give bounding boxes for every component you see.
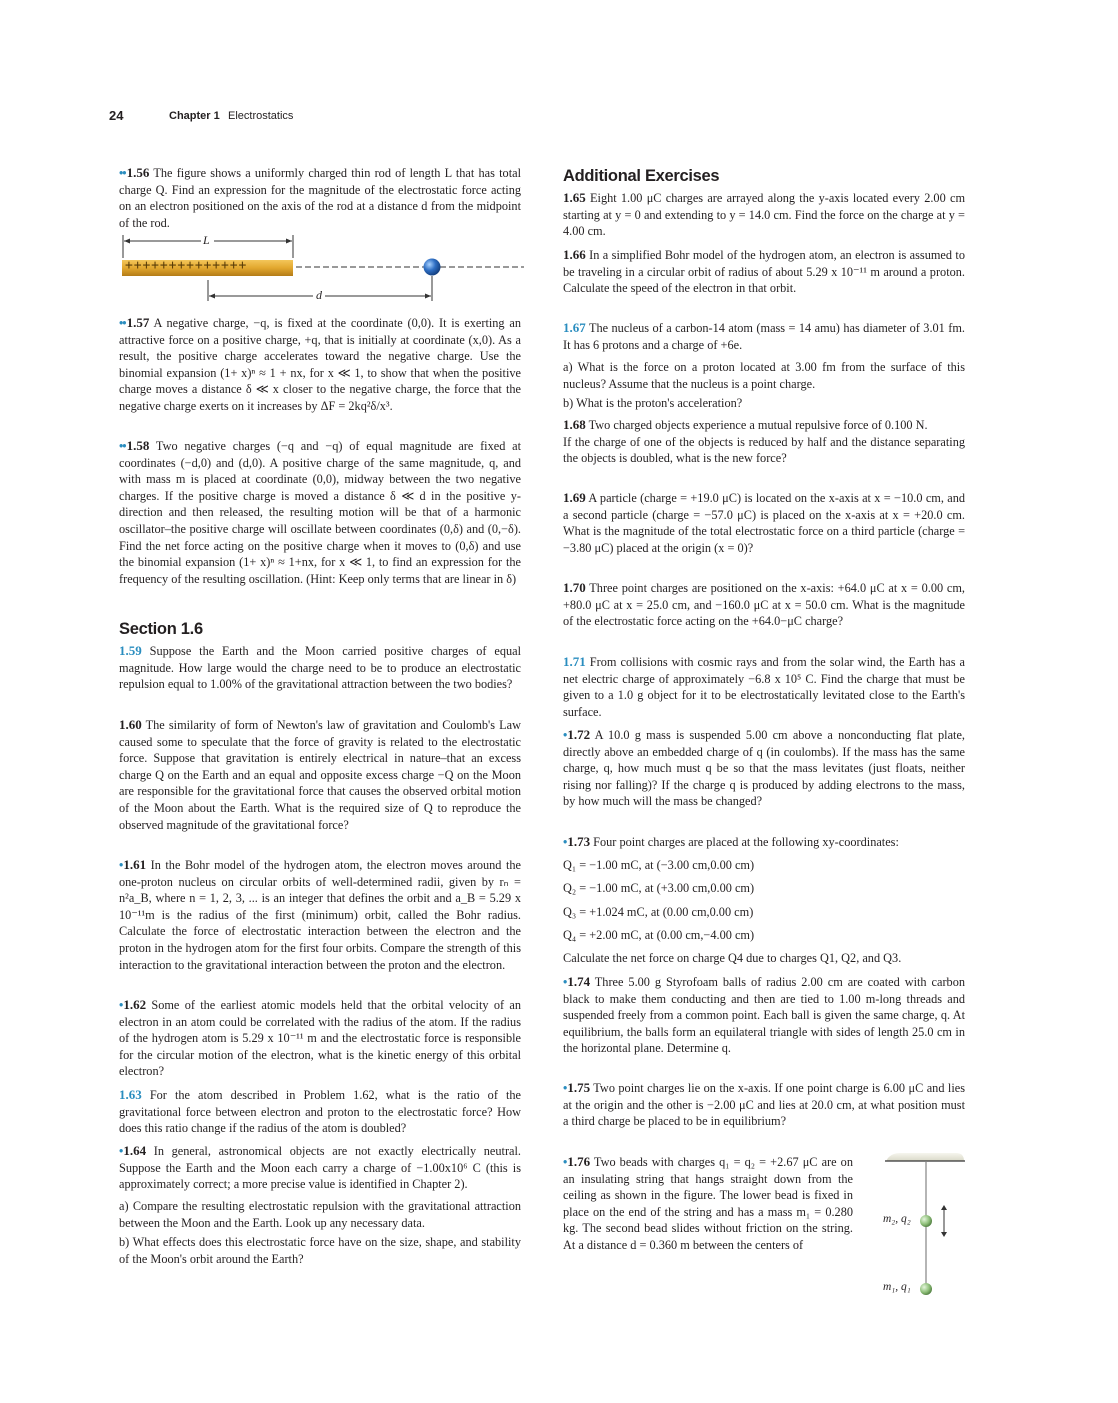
problem-text: If the charge of one of the objects is reduced by half and the distance separating the objects is doubled, what is the new force?: [563, 434, 965, 466]
rod-length-label: L: [203, 233, 210, 247]
bead-2: [920, 1215, 932, 1227]
problem-1-76: [563, 1154, 853, 1254]
problem-number: 1.74: [567, 974, 591, 989]
problem-number: 1.76: [567, 1154, 591, 1169]
problem-1-59: [119, 643, 521, 693]
section-heading: Additional Exercises: [563, 167, 720, 185]
problem-number: 1.75: [567, 1080, 591, 1095]
problem-number: 1.64: [123, 1143, 147, 1158]
problem-text: A negative charge, −q, is fixed at the coordinate (0,0). It is exerting an attractive force on a positive charge, +q, that is initially at coordinate (x,0). As a result, the positive charge accelerates toward the negative charge. Use the binomial expansion (1+ x)ⁿ ≈ 1 + nx, for x ≪ 1, to show that when the positive charge moves a distance δ ≪ x closer to the negative charge, the force that the negative charge exerts on it increases by ΔF = 2kq²δ/x³.: [119, 316, 521, 413]
problem-text: Suppose the Earth and the Moon carried positive charges of equal magnitude. How large would the charge need to be to produce an electrostatic repulsion equal to 1.00% of the gravitational attraction between the two bodies?: [119, 644, 522, 692]
problem-1-74: [563, 974, 965, 1057]
problem-text: For the atom described in Problem 1.62, what is the ratio of the gravitational force between electron and proton to the electrostatic force? How does this ratio change if the radius of the atom is doubled?: [119, 1088, 521, 1136]
charge-q1: Q₁ = −1.00 mC, at (−3.00 cm,0.00 cm): [563, 858, 755, 872]
difficulty-bullets: •: [563, 975, 567, 989]
problem-1-67-part-b: b) What is the proton's acceleration?: [563, 396, 743, 410]
problem-number: 1.70: [563, 580, 586, 595]
problem-number: 1.68: [563, 417, 586, 432]
problem-text: Four point charges are placed at the following xy-coordinates:: [593, 835, 899, 849]
problem-text: Two negative charges (−q and −q) of equal magnitude are fixed at coordinates (−d,0) and (d,0). A positive charge of the same magnitude, q, and with mass m is placed at coordinate (0,0), midway between the two negative charges. If the positive charge is moved a distance δ ≪ d in the positive y-direction and then released, the resulting motion will be that of a harmonic oscillator–the positive charge will oscillate between coordinates (0,δ) and (0,−δ). Find the net force acting on the positive charge when it moves to (0,δ) and use the binomial expansion (1+ x)ⁿ ≈ 1+nx, for x ≪ 1, to find an expression for the frequency of the resulting oscillation. (Hint: Keep only terms that are linear in δ): [119, 439, 521, 586]
problem-1-69: [563, 490, 965, 556]
problem-number: 1.65: [563, 190, 586, 205]
problem-1-61: [119, 857, 521, 973]
difficulty-bullets: •: [563, 835, 567, 849]
problem-number: 1.63: [119, 1087, 142, 1102]
problem-1-72: [563, 727, 965, 810]
difficulty-bullets: ••: [119, 166, 126, 180]
charge-q2: Q₂ = −1.00 mC, at (+3.00 cm,0.00 cm): [563, 881, 755, 895]
problem-1-66: [563, 247, 965, 297]
difficulty-bullets: ••: [119, 439, 126, 453]
problem-text: A particle (charge = +19.0 μC) is located on the x-axis at x = −10.0 cm, and a second particle (charge = −57.0 μC) is placed on the x-axis at x = +20.0 cm. What is the magnitude of the total electrostatic force on a third particle (charge = −3.80 μC) placed at the origin (x = 0)?: [563, 491, 965, 555]
problem-number: 1.69: [563, 490, 586, 505]
chapter-label: Chapter 1: [169, 110, 220, 122]
problem-1-73: [563, 834, 965, 851]
problem-1-67-part-a: a) What is the force on a proton located at 3.00 fm from the surface of this nucleus? Assume that the nucleus is a point charge.: [563, 360, 965, 391]
problem-1-62: [119, 997, 521, 1080]
section-heading: Section 1.6: [119, 620, 203, 638]
chapter-title: Electrostatics: [228, 110, 294, 122]
distance-label: d: [316, 288, 322, 302]
problem-text: Two beads with charges q₁ = q₂ = +2.67 μC are on an insulating string that hangs straight down from the ceiling as shown in the figure. The lower bead is fixed in place on the end of the string and has a mass m₁ = 0.280 kg. The second bead slides without friction on the string. At a distance d = 0.360 m between the centers of: [563, 1155, 853, 1252]
charge-q4: Q₄ = +2.00 mC, at (0.00 cm,−4.00 cm): [563, 928, 755, 942]
electron: [424, 259, 441, 276]
problem-1-70: [563, 580, 965, 630]
hanging-beads-figure: [880, 1150, 970, 1300]
page-number: 24: [109, 108, 124, 123]
problem-1-68: [563, 417, 965, 467]
problem-number: 1.57: [126, 315, 150, 330]
problem-1-57: [119, 315, 521, 415]
problem-1-60: [119, 717, 521, 833]
problem-1-56: [119, 165, 521, 231]
difficulty-bullets: •: [563, 1155, 567, 1169]
problem-text: The figure shows a uniformly charged thin rod of length L that has total charge Q. Find an expression for the magnitude of the electrostatic force acting on an electron positioned on the axis of the rod at a distance d from the midpoint of the rod.: [119, 166, 521, 230]
difficulty-bullets: •: [119, 998, 123, 1012]
problem-number: 1.71: [563, 654, 586, 669]
problem-1-63: [119, 1087, 521, 1137]
bead-1: [920, 1283, 932, 1295]
bead-2-label: m₂, q₂: [883, 1213, 911, 1225]
rod-charges: ++++++++++++++: [125, 258, 248, 273]
problem-text: A 10.0 g mass is suspended 5.00 cm above a nonconducting flat plate, directly above an embedded charge of q (in coulombs). If the mass has the same charge, q, how much must q be so that the mass levitates (just floats, neither rising nor falling)? If the charge q is produced by adding electrons to the mass, by how much will the mass be changed?: [563, 728, 965, 809]
problem-number: 1.67: [563, 320, 586, 335]
problem-text: The similarity of form of Newton's law of gravitation and Coulomb's Law caused some to speculate that the force of gravity is related to the electrostatic force. Suppose that gravitation is entirely electrical in nature–that an excess charge Q on the Earth and an equal and opposite excess charge −Q on the Moon are responsible for the gravitational force that causes the observed orbital motion of the Moon about the Earth. What is the required size of Q to reproduce the observed magnitude of the gravitational force?: [119, 718, 521, 832]
problem-text: Three point charges are positioned on the x-axis: +64.0 μC at x = 0.00 cm, +80.0 μC at x = 25.0 cm, and −160.0 μC at x = 50.0 cm. What is the magnitude of the electrostatic force acting on the +64.0−μC charge?: [563, 581, 965, 629]
problem-1-67: [563, 320, 965, 353]
problem-number: 1.56: [126, 165, 150, 180]
problem-1-75: [563, 1080, 965, 1130]
problem-number: 1.61: [123, 857, 147, 872]
problem-text: In general, astronomical objects are not exactly electrically neutral. Suppose the Earth and the Moon each carry a charge of −1.00x10⁶ C (this is approximately correct; a more precise value is identified in Chapter 2).: [119, 1144, 521, 1192]
problem-text: Three 5.00 g Styrofoam balls of radius 2.00 cm are coated with carbon black to make them conducting and then are tied to 1.00 m-long threads and suspended freely from a common point. Each ball is given the same charge, q. At equilibrium, the balls form an equilateral triangle with sides of length 25.0 cm in the horizontal plane. Determine q.: [563, 975, 965, 1056]
problem-number: 1.72: [567, 727, 591, 742]
problem-number: 1.59: [119, 643, 142, 658]
problem-text: Some of the earliest atomic models held that the orbital velocity of an electron in an atom could be correlated with the radius of the atom. If the radius of the hydrogen atom is 5.29 x 10⁻¹¹ m and the electrostatic force is responsible for the circular motion of the electron, what is the kinetic energy of this orbital electron?: [119, 998, 521, 1079]
problem-1-71: [563, 654, 965, 720]
problem-text: In the Bohr model of the hydrogen atom, the electron moves around the one-proton nucleus on circular orbits of well-determined radii, given by rₙ = n²a_B, where n = 1, 2, 3, ... is an integer that defines the orbit and a_B = 5.29 x 10⁻¹¹m is the radius of the first (minimum) orbit, called the Bohr radius. Calculate the force of electrostatic interaction between the electron and the proton in the hydrogen atom for the first four orbits. Compare the strength of this interaction to the gravitational interaction between the proton and the electron.: [119, 858, 521, 972]
problem-number: 1.58: [126, 438, 150, 453]
problem-number: 1.62: [123, 997, 147, 1012]
difficulty-bullets: •: [563, 1081, 567, 1095]
charge-q3: Q₃ = +1.024 mC, at (0.00 cm,0.00 cm): [563, 905, 754, 919]
problem-1-65: [563, 190, 965, 240]
problem-text: Two point charges lie on the x-axis. If one point charge is 6.00 μC and lies at the origin and the other is −2.00 μC and lies at 20.0 cm, at what position must a third charge be placed to be in equilibrium?: [563, 1081, 965, 1129]
difficulty-bullets: •: [119, 1144, 123, 1158]
difficulty-bullets: ••: [119, 316, 126, 330]
problem-text: In a simplified Bohr model of the hydrogen atom, an electron is assumed to be traveling in a circular orbit of radius of about 5.29 x 10⁻¹¹ m around a proton. Calculate the speed of the electron in that orbit.: [563, 248, 965, 296]
problem-text: From collisions with cosmic rays and from the solar wind, the Earth has a net electric charge of approximately −6.8 x 10⁵ C. Find the charge that must be given to a 1.0 g object for it to be electrostatically levitated close to the Earth's surface.: [563, 655, 966, 719]
problem-1-64-part-b: b) What effects does this electrostatic force have on the size, shape, and stability of the Moon's orbit around the Earth?: [119, 1235, 521, 1266]
problem-text: Eight 1.00 μC charges are arrayed along the y-axis located every 2.00 cm starting at y = 0 and extending to y = 14.0 cm. Find the force on the charge at y = 4.00 cm.: [563, 191, 966, 239]
problem-1-64: [119, 1143, 521, 1193]
bead-1-label: m₁, q₁: [883, 1281, 911, 1293]
problem-1-73-question: Calculate the net force on charge Q4 due to charges Q1, Q2, and Q3.: [563, 951, 902, 965]
problem-number: 1.66: [563, 247, 586, 262]
ceiling: [886, 1153, 964, 1161]
problem-number: 1.60: [119, 717, 142, 732]
problem-text: Two charged objects experience a mutual repulsive force of 0.100 N.: [588, 418, 928, 432]
problem-number: 1.73: [567, 834, 591, 849]
problem-1-64-part-a: a) Compare the resulting electrostatic repulsion with the gravitational attraction between the Moon and the Earth. Look up any necessary data.: [119, 1199, 521, 1230]
problem-1-58: [119, 438, 521, 587]
difficulty-bullets: •: [563, 728, 567, 742]
difficulty-bullets: •: [119, 858, 123, 872]
problem-text: The nucleus of a carbon-14 atom (mass = 14 amu) has diameter of 3.01 fm. It has 6 protons and a charge of +6e.: [563, 321, 965, 352]
